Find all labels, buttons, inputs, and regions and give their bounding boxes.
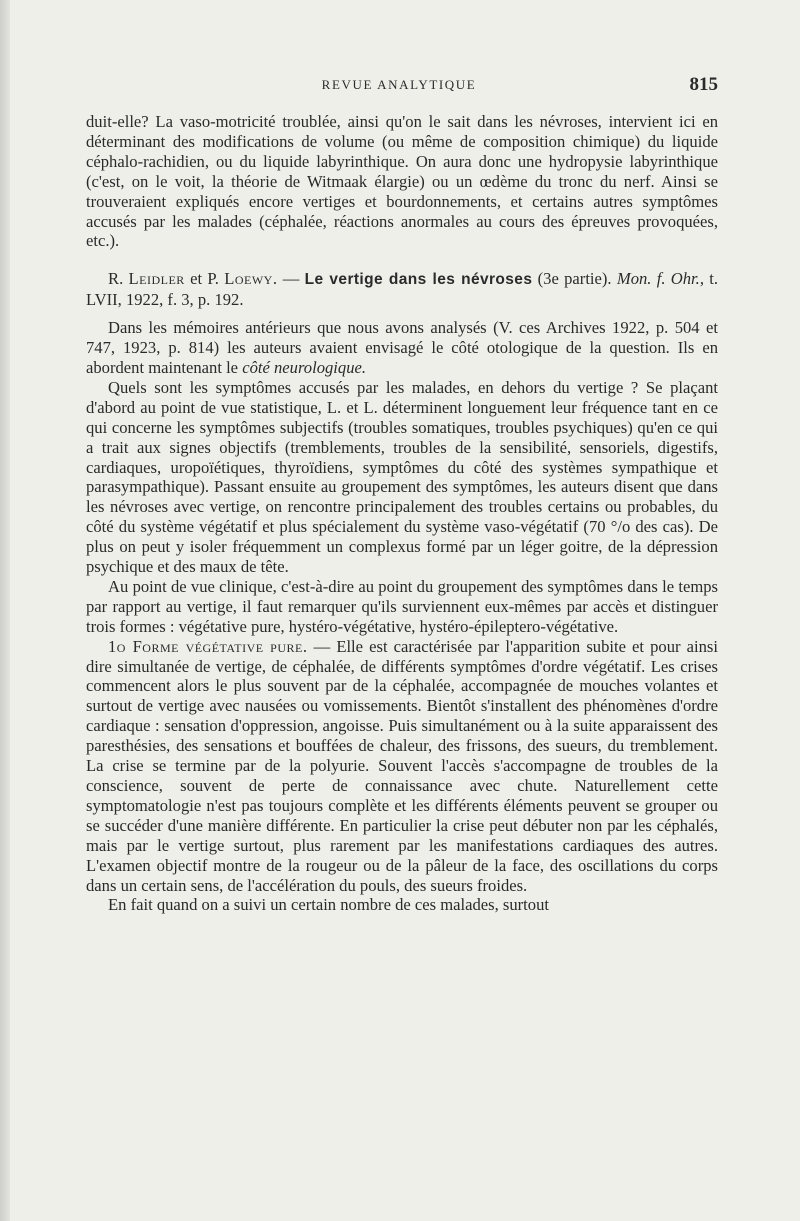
section-gap (86, 251, 718, 269)
running-title: REVUE ANALYTIQUE (321, 77, 477, 92)
book-spine-shadow (0, 0, 10, 1221)
paragraph-intro-italic: côté neurologique. (242, 357, 367, 377)
ref-dash: — (282, 269, 300, 289)
paragraph-closing: En fait quand on a suivi un certain nombre de ces malades, surtout (108, 895, 549, 915)
paragraph-pure-form (86, 637, 718, 896)
ref-part: (3e partie). (537, 269, 612, 289)
section-heading-pure-form: 1o Forme végétative pure. (108, 636, 308, 656)
page-number: 815 (689, 74, 718, 95)
paragraph-clinical: Au point de vue clinique, c'est-à-dire au point du groupement des symptômes dans le temps par rapport au vertige, il faut remarquer qu'ils surviennent eux-mêmes par accès et distinguer trois formes : végétative pure, hystéro-végétative, hystéro-épileptero-végétative. (86, 576, 718, 636)
ref-journal: Mon. f. Ohr. (616, 269, 700, 289)
paragraph-intro (86, 318, 718, 378)
paragraph-pure-form-text: — Elle est caractérisée par l'apparition subite et pour ainsi dire simultanée de vertige, de céphalée, de différents symptômes d'ordre végétatif. Les crises commencent alors le plus souvent par de la céphalée, accompagnée de mouches volantes et surtout de vertige avec nausées ou vomissements. Bientôt s'installent des phénomènes d'ordre cardiaque : sensation d'oppression, angoisse. Puis simultanément ou à la suite apparaissent des paresthésies, des sensations et bouffées de chaleur, des frissons, des sueurs, du tremblement. La crise se termine par de la polyurie. Souvent l'accès s'accompagne de troubles de la conscience, souvent de perte de connaissance avec chute. Naturellement cette symptomatologie n'est pas toujours complète et les différents éléments peuvent se grouper ou se succéder d'une manière différente. En particulier la crise peut débuter non par les céphalés, mais par le vertige surtout, plus rarement par les manifestations cardiaques des autres. L'examen objectif montre de la rougeur ou de la pâleur de la face, des oscillations du corps dans un certain sens, de l'accélération du pouls, des sueurs froides. (86, 636, 718, 895)
paragraph-intro-text: Dans les mémoires antérieurs que nous avons analysés (V. ces Archives 1922, p. 504 et 747, 1923, p. 814) les auteurs avaient envisagé le côté otologique de la question. Ils en abordent maintenant le (86, 318, 718, 377)
ref-details: , t. LVII, 1922, f. 3, p. 192. (86, 269, 719, 310)
paragraph-continuation: duit-elle? La vaso-motricité troublée, ainsi qu'on le sait dans les névroses, intervient ici en déterminant des modifications de volume (ou même de composition chimique) du liquide céphalo-rachidien, ou du liquide labyrinthique. On aura donc une hydropysie labyrinthique (c'est, on le voit, la théorie de Witmaak élargie) ou un œdème du tronc du nerf. Ainsi se trouveraient expliqués encore vertiges et bourdonnements, et certains autres symptômes accusés par les malades (céphalée, réactions anormales au cours des épreuves provoquées, etc.). (86, 112, 718, 251)
ref-title: Le vertige dans les névroses (304, 271, 533, 289)
ref-initial: R. (108, 269, 124, 289)
ref-author-2: Loewy. (224, 269, 278, 289)
ref-and: et P. (190, 269, 219, 289)
section-gap (86, 310, 718, 318)
bibliographic-reference (86, 269, 718, 310)
page-header (80, 74, 718, 96)
ref-author-1: Leidler (128, 269, 185, 289)
article-body (86, 112, 718, 915)
paragraph-symptoms: Quels sont les symptômes accusés par les malades, en dehors du vertige ? Se plaçant d'abord au point de vue statistique, L. et L. déterminent longuement leur fréquence tant en ce qui concerne les symptômes subjectifs (troubles somatiques, troubles psychiques) qu'en ce qui a trait aux signes objectifs (tremblements, troubles de la sensibilité, sensoriels, digestifs, cardiaques, uropoïétiques, thyroïdiens, symptômes du côté des systèmes sympathique et parasympathique). Passant ensuite au groupement des symptômes, les auteurs disent que dans les névroses avec vertige, on rencontre principalement des troubles certains ou probables, du côté du système végétatif et plus spécialement du système vaso-végétatif (70 °/o des cas). De plus on peut y isoler fréquemment un complexus formé par un léger goitre, de la dépression psychique et des maux de tête. (86, 377, 718, 577)
